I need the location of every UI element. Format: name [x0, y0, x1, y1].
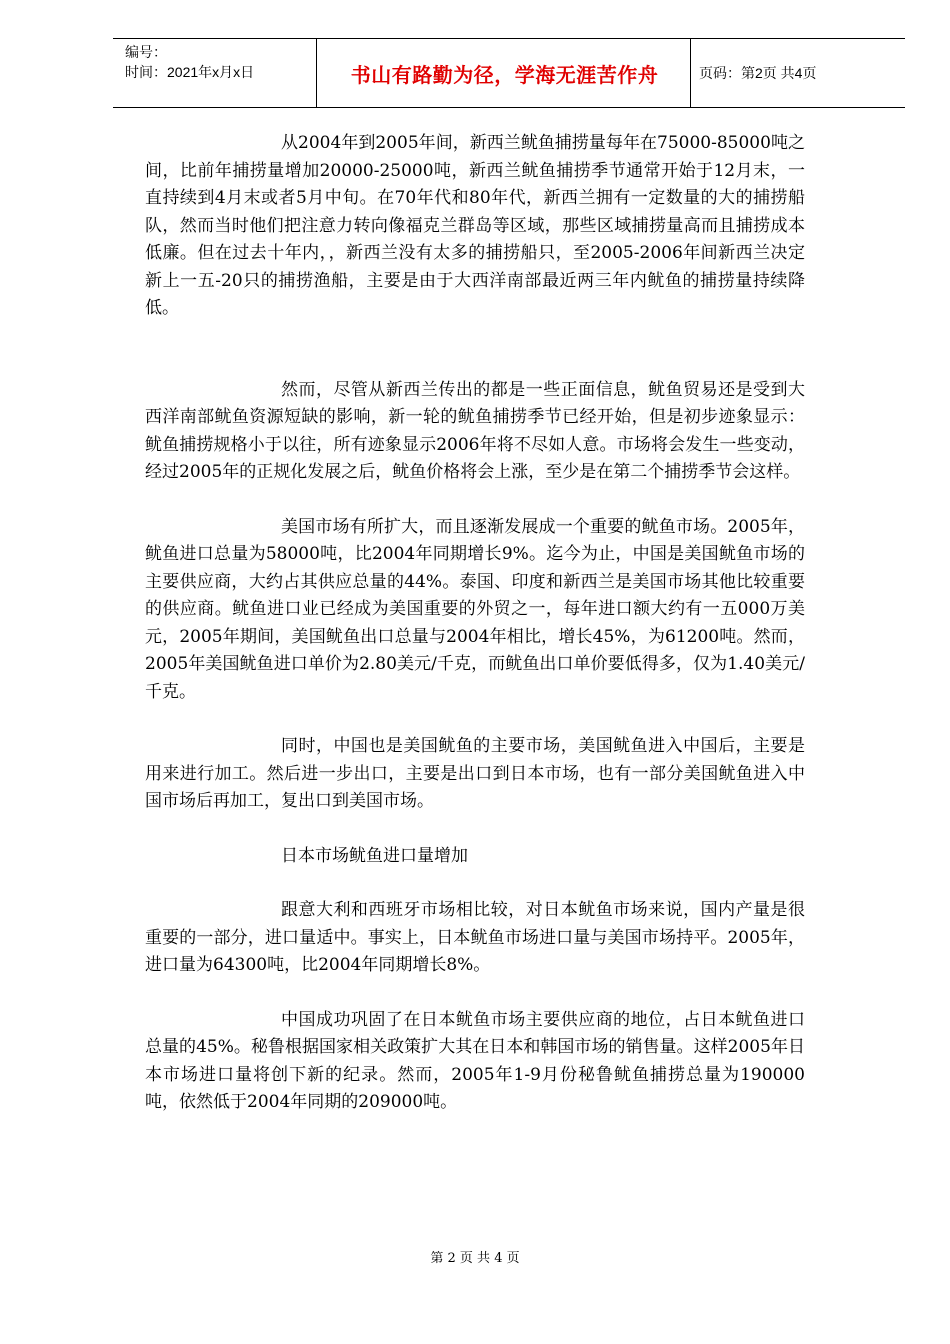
paragraph: 同时，中国也是美国鱿鱼的主要市场，美国鱿鱼进入中国后，主要是用来进行加工。然后进一步出口，主要是出口到日本市场，也有一部分美国鱿鱼进入中国市场后再加工，复出口到美国市场。: [145, 736, 805, 811]
section-heading: 日本市场鱿鱼进口量增加: [281, 845, 468, 866]
page-header: [113, 38, 905, 108]
paragraph: 跟意大利和西班牙市场相比较，对日本鱿鱼市场来说，国内产量是很重要的一部分，进口量适中。事实上，日本鱿鱼市场进口量与美国市场持平。2005年，进口量为64300吨，比2004年同期增长8%。: [145, 900, 805, 975]
header-divider-left: [316, 38, 317, 108]
page-footer: 第 2 页 共 4 页: [430, 1251, 520, 1266]
paragraph: 美国市场有所扩大，而且逐渐发展成一个重要的鱿鱼市场。2005年，鱿鱼进口总量为58000吨，比2004年同期增长9%。迄今为止，中国是美国鱿鱼市场的主要供应商，大约占其供应总量的44%。泰国、印度和新西兰是美国市场其他比较重要的供应商。鱿鱼进口业已经成为美国重要的外贸之一，每年进口额大约有一五000万美元，2005年期间，美国鱿鱼出口总量与2004年相比，增长45%，为61200吨。然而，2005年美国鱿鱼进口单价为2.80美元/千克，而鱿鱼出口单价要低得多，仅为1.40美元/千克。: [145, 516, 805, 702]
paragraph: 从2004年到2005年间，新西兰鱿鱼捕捞量每年在75000-85000吨之间，比前年捕捞量增加20000-25000吨，新西兰鱿鱼捕捞季节通常开始于12月末，一直持续到4月末或者5月中旬。在70年代和80年代，新西兰拥有一定数量的大的捕捞船队，然而当时他们把注意力转向像福克兰群岛等区域，那些区域捕捞量高而且捕捞成本低廉。但在过去十年内，，新西兰没有太多的捕捞船只，至2005-2006年间新西兰决定新上一五-20只的捕捞渔船，主要是由于大西洋南部最近两三年内鱿鱼的捕捞量持续降低。: [145, 133, 805, 318]
header-meta: [125, 42, 254, 82]
number-label: 编号：: [125, 44, 167, 60]
time-label: 时间：2021年x月x日: [125, 64, 255, 80]
paragraph: 然而，尽管从新西兰传出的都是一些正面信息，鱿鱼贸易还是受到大西洋南部鱿鱼资源短缺的影响，新一轮的鱿鱼捕捞季节已经开始，但是初步迹象显示：鱿鱼捕捞规格小于以往，所有迹象显示2006年将不尽如人意。市场将会发生一些变动，经过2005年的正规化发展之后，鱿鱼价格将会上涨，至少是在第二个捕捞季节会这样。: [145, 379, 805, 482]
header-motto: 书山有路勤为径，学海无涯苦作舟: [350, 62, 659, 87]
header-page-info: 页码：第2页 共4页: [699, 65, 817, 81]
paragraph: 中国成功巩固了在日本鱿鱼市场主要供应商的地位，占日本鱿鱼进口总量的45%。秘鲁根据国家相关政策扩大其在日本和韩国市场的销售量。这样2005年日本市场进口量将创下新的纪录。然而，2005年1-9月份秘鲁鱿鱼捕捞总量为190000吨，依然低于2004年同期的209000吨。: [145, 1009, 805, 1112]
document-body: [145, 130, 805, 1117]
